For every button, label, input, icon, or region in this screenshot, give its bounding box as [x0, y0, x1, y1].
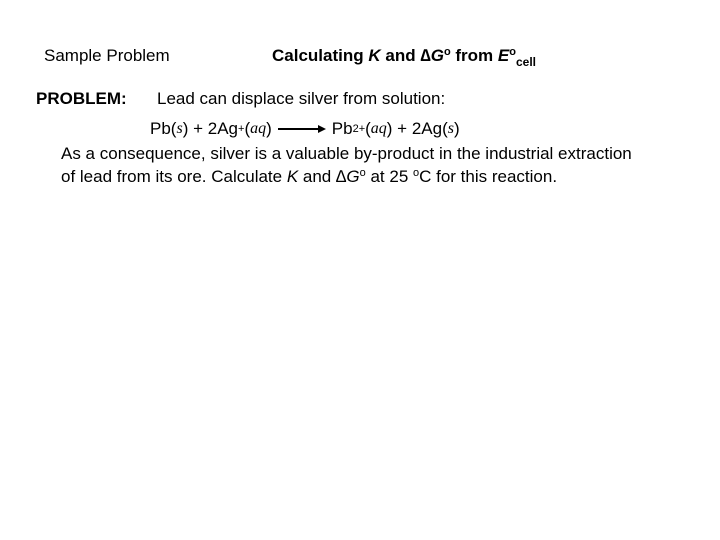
- product-pb: Pb: [331, 119, 353, 138]
- para-and: and: [298, 167, 336, 186]
- title-delta-g: ∆G: [420, 46, 444, 65]
- title-delta-g-degree: o: [443, 46, 451, 58]
- title-k: K: [368, 46, 381, 65]
- reactant-ag-open: (: [244, 119, 251, 138]
- reaction-arrow-icon: [278, 124, 326, 134]
- product-ag-close: ): [453, 119, 460, 138]
- para-k: K: [286, 167, 299, 186]
- paragraph-line-2: [61, 165, 701, 188]
- title-and: and: [380, 46, 421, 65]
- product-ag-state: s: [447, 120, 454, 137]
- reactant-ag: ) + 2Ag: [182, 119, 238, 138]
- para-line2-start: of lead from its ore. Calculate: [61, 167, 287, 186]
- para-delta-g: ∆G: [335, 167, 360, 186]
- problem-intro: Lead can displace silver from solution:: [157, 89, 446, 108]
- title-prefix: Calculating: [272, 46, 369, 65]
- title-cell-subscript: cell: [515, 55, 536, 69]
- para-at: at 25: [365, 167, 413, 186]
- problem-label: PROBLEM:: [36, 89, 127, 108]
- paragraph-line-1: As a consequence, silver is a valuable by-product in the industrial extraction: [61, 144, 632, 163]
- product-ag: ) + 2Ag(: [386, 119, 448, 138]
- product-pb-state: aq: [370, 120, 387, 137]
- para-degree-celsius: o: [413, 167, 420, 179]
- para-delta-g-degree: o: [359, 167, 366, 179]
- problem-paragraph: [61, 142, 701, 188]
- slide-title: [272, 46, 536, 69]
- sample-problem-label: Sample Problem: [44, 46, 170, 65]
- product-pb-open: (: [365, 119, 371, 138]
- reactant-ag-close: ): [266, 119, 272, 138]
- title-from: from: [450, 46, 498, 65]
- title-e: E: [497, 46, 510, 65]
- title-e-degree: o: [509, 46, 516, 58]
- para-end: C for this reaction.: [419, 167, 558, 186]
- reactant-ag-state: aq: [250, 120, 267, 137]
- reactant-pb-state: s: [176, 120, 183, 137]
- reaction-equation: Pb( s ) + 2Ag + ( aq ) Pb 2+ ( aq ) + 2Ag( s ): [150, 119, 460, 138]
- reactant-pb: Pb(: [150, 119, 177, 138]
